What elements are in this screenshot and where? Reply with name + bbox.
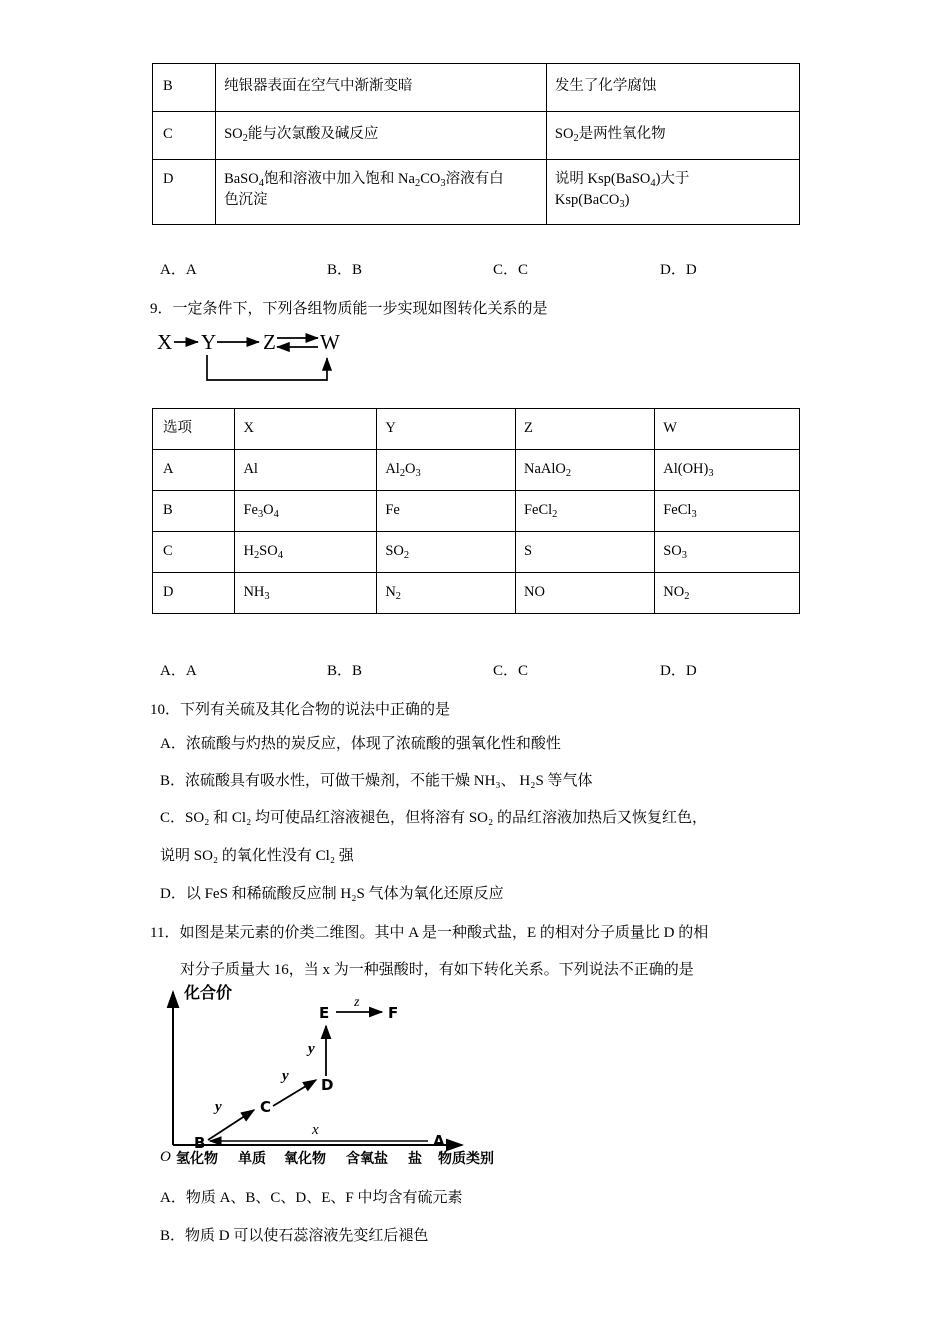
node-d: D <box>321 1076 334 1094</box>
node-y: Y <box>201 330 217 354</box>
cell-option: B <box>153 491 235 532</box>
cell-option: D <box>153 573 235 614</box>
answer-choice-c[interactable]: C．C <box>493 663 529 679</box>
cell-x: Al <box>235 450 377 491</box>
cell-w: $NO_2$ <box>655 573 800 614</box>
conclusion-table <box>152 63 800 225</box>
table-row <box>153 450 800 491</box>
cell-w: FeCl$_3$ <box>655 491 800 532</box>
table-row <box>153 532 800 573</box>
cell-option: A <box>153 450 235 491</box>
answer-choice-a[interactable]: A．A <box>160 262 197 278</box>
answer-choice-c[interactable]: C．C <box>493 262 529 278</box>
transformation-diagram-q9 <box>155 325 385 387</box>
q10-option-b[interactable]: B．浓硫酸具有吸水性，可做干燥剂，不能干燥 NH₃、 H₂S 等气体 <box>160 773 593 789</box>
x-tick-hydride: 氢化物 <box>176 1151 218 1165</box>
table-cell-observation <box>216 112 547 160</box>
observation-text: $SO_2$能与次氯酸及碱反应 <box>224 126 379 145</box>
cell-z: NO <box>515 573 654 614</box>
valence-category-diagram <box>160 980 560 1165</box>
header-w: W <box>655 409 800 450</box>
q10-option-a[interactable]: A．浓硫酸与灼热的炭反应，体现了浓硫酸的强氧化性和酸性 <box>160 736 561 752</box>
table-cell-option: C <box>153 112 216 160</box>
question-10-stem: 10．下列有关硫及其化合物的说法中正确的是 <box>150 702 451 718</box>
table-cell-option: B <box>153 64 216 112</box>
table-header-row <box>153 409 800 450</box>
cell-y: $N_2$ <box>377 573 516 614</box>
table-row <box>153 491 800 532</box>
q10-option-c[interactable]: C．SO₂ 和 Cl₂ 均可使品红溶液褪色，但将溶有 SO₂ 的品红溶液加热后又恢复红色， <box>160 810 707 826</box>
answer-choice-a[interactable]: A．A <box>160 663 197 679</box>
table-row <box>153 64 800 112</box>
table-cell-conclusion <box>546 64 799 112</box>
substance-group-table <box>152 408 800 614</box>
table-cell-observation <box>216 160 547 225</box>
x-tick-oxide: 氧化物 <box>284 1151 326 1165</box>
conclusion-text: 说明 Ksp(BaSO$_4$)大于 Ksp(BaCO$_3$) <box>554 171 690 210</box>
x-tick-element: 单质 <box>238 1151 266 1165</box>
x-tick-oxysalt: 含氧盐 <box>346 1151 388 1165</box>
question-11-stem-line2: 对分子质量大 16，当 x 为一种强酸时，有如下转化关系。下列说法不正确的是 <box>180 962 694 978</box>
x-tick-salt: 盐 <box>408 1151 422 1165</box>
edge-label-b-to-c: y <box>215 1099 222 1115</box>
node-a: A <box>433 1132 445 1150</box>
table-cell-observation <box>216 64 547 112</box>
cell-x: $NH_3$ <box>235 573 377 614</box>
cell-x: $H_2SO_4$ <box>235 532 377 573</box>
table-cell-conclusion <box>546 112 799 160</box>
observation-text: BaSO$_4$饱和溶液中加入饱和 $Na_2CO_3$溶液有白 色沉淀 <box>224 171 504 209</box>
node-c: C <box>260 1098 272 1116</box>
node-w: W <box>320 330 340 354</box>
x-axis-label: 物质类别 <box>438 1151 494 1165</box>
q11-option-b[interactable]: B．物质 D 可以使石蕊溶液先变红后褪色 <box>160 1228 429 1244</box>
header-option: 选项 <box>153 409 235 450</box>
arrow-c-to-d <box>273 1080 316 1106</box>
cell-z: NaAlO$_2$ <box>515 450 654 491</box>
cell-x: $Fe_3O_4$ <box>235 491 377 532</box>
header-z: Z <box>515 409 654 450</box>
table-cell-conclusion <box>546 160 799 225</box>
edge-label-e-to-f: z <box>354 995 360 1010</box>
origin-label: O <box>160 1149 171 1165</box>
answer-choice-d[interactable]: D．D <box>660 663 697 679</box>
conclusion-text: 发生了化学腐蚀 <box>554 78 657 95</box>
node-x: X <box>157 330 173 354</box>
question-11-stem-line1: 11．如图是某元素的价类二维图。其中 A 是一种酸式盐，E 的相对分子质量比 D 的相 <box>150 925 709 941</box>
cell-z: S <box>515 532 654 573</box>
q11-option-a[interactable]: A．物质 A、B、C、D、E、F 中均含有硫元素 <box>160 1190 463 1206</box>
header-x: X <box>235 409 377 450</box>
edge-label-a-to-b: x <box>312 1122 319 1138</box>
edge-label-d-to-e: y <box>308 1041 315 1057</box>
answer-choice-d[interactable]: D．D <box>660 262 697 278</box>
y-axis-label: 化合价 <box>184 983 233 1002</box>
table-row <box>153 160 800 225</box>
conclusion-text: $SO_2$是两性氧化物 <box>554 126 666 145</box>
table-row <box>153 112 800 160</box>
q10-option-c-cont: 说明 SO₂ 的氧化性没有 Cl₂ 强 <box>160 848 354 864</box>
answer-choice-b[interactable]: B．B <box>327 663 363 679</box>
header-y: Y <box>377 409 516 450</box>
q10-option-d[interactable]: D．以 FeS 和稀硫酸反应制 H₂S 气体为氧化还原反应 <box>160 886 504 902</box>
cell-w: $Al(OH)_3$ <box>655 450 800 491</box>
edge-label-c-to-d: y <box>282 1068 289 1084</box>
node-f: F <box>388 1004 399 1022</box>
cell-y: $SO_2$ <box>377 532 516 573</box>
cell-option: C <box>153 532 235 573</box>
answer-choice-b[interactable]: B．B <box>327 262 363 278</box>
cell-y: Fe <box>377 491 516 532</box>
node-e: E <box>319 1004 330 1022</box>
node-b: B <box>194 1134 206 1152</box>
table-cell-option: D <box>153 160 216 225</box>
arrow-y-to-w-loop <box>207 355 327 380</box>
observation-text: 纯银器表面在空气中渐渐变暗 <box>224 78 413 95</box>
question-9-stem: 9．一定条件下，下列各组物质能一步实现如图转化关系的是 <box>150 301 548 317</box>
cell-z: FeCl$_2$ <box>515 491 654 532</box>
node-z: Z <box>263 330 276 354</box>
table-row <box>153 573 800 614</box>
cell-y: $Al_2O_3$ <box>377 450 516 491</box>
cell-w: $SO_3$ <box>655 532 800 573</box>
